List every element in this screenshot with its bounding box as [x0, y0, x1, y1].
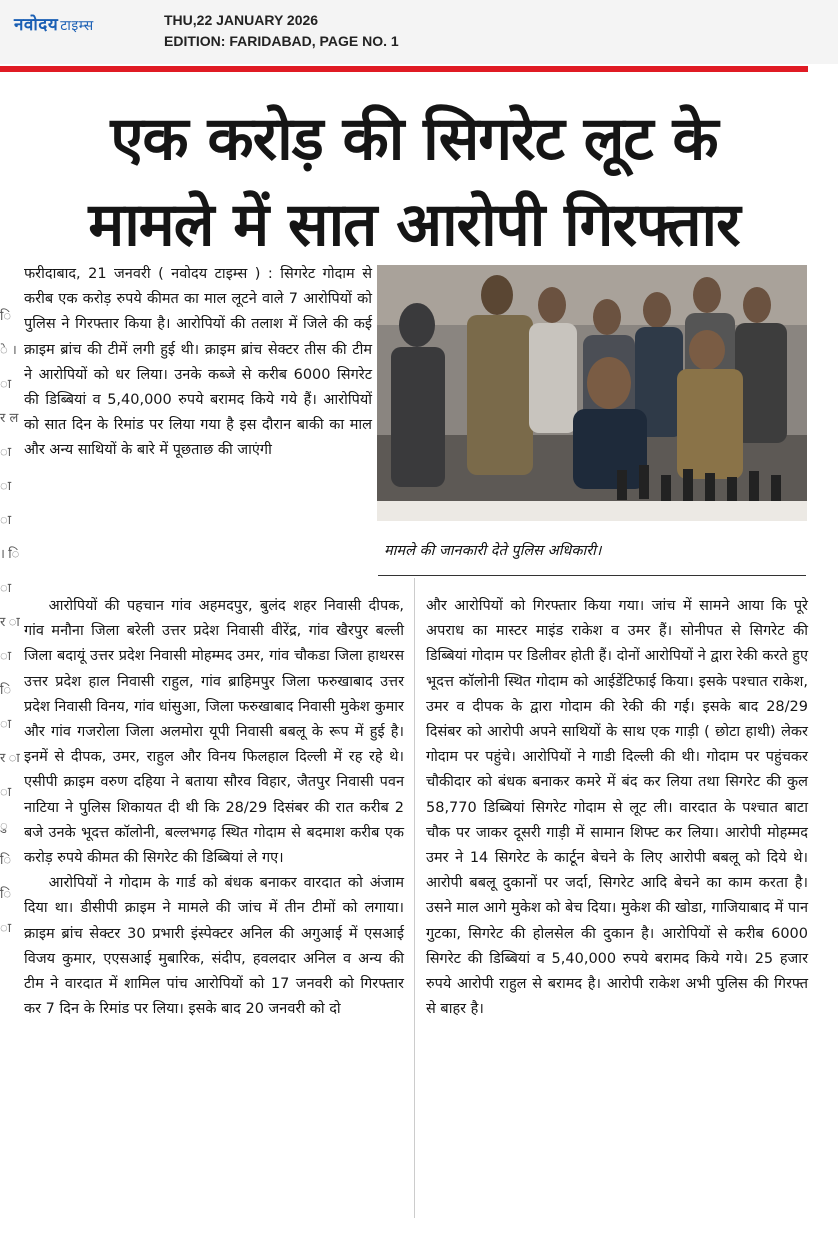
article-paragraph: आरोपियों की पहचान गांव अहमदपुर, बुलंद शहर निवासी दीपक, गांव मनौना जिला बरेली उत्तर प्रदेश निवासी वीरेंद्र, गांव खैरपुर बल्ली जिला बदायूं उत्तर प्रदेश निवासी मोहम्मद उमर, गांव चौकडा जिला हाथरस उत्तर प्रदेश हाल निवासी राहुल, गांव ब्राहिमपुर जिला फरुखाबाद उत्तर प्रदेश निवासी विनय, गांव धांसुआ, जिला फरुखाबाद निवासी मुकेश कुमार और गांव गजरोला जिला अलमोरा यूपी निवासी बबलू के रूप में हुई है। इनमें से दीपक, उमर, राहुल और विनय फिलहाल दिल्ली में रह रहे थे। एसीपी क्राइम वरुण दहिया ने बताया सौरव विहार, जैतपुर निवासी पवन नाटिया ने पुलिस शिकायत दी थी कि 28/29 दिसंबर की रात करीब 2 बजे उनके भूदत्त कॉलोनी, बल्लभगढ़ स्थित गोदाम से बदमाश करीब एक करोड़ रुपये कीमत की सिगरेट की डिब्बियां ले गए। — [24, 598, 404, 867]
article-column-3 — [426, 594, 808, 1022]
logo-text: नवोदय — [14, 15, 59, 35]
article-paragraph: और आरोपियों को गिरफ्तार किया गया। जांच में सामने आया कि पूरे अपराध का मास्टर माइंड राकेश व उमर हैं। सोनीपत से सिगरेट की डिब्बियां गोदाम पर डिलीवर होती हैं। दोनों आरोपियों ने द्वारा रेकी करते हुए भूदत्त कॉलोनी स्थित गोदाम को आईडेंटिफाई किया। इसके पश्चात राकेश, उमर व दीपक के द्वारा गोदाम की रेकी की गई। इसके बाद 28/29 दिसंबर को आरोपी अपने साथियों के साथ एक गाड़ी ( छोटा हाथी) लेकर गोदाम पर पहुंचे। आरोपियों ने गाडी दिल्ली की थी। गोदाम पर पहुंचकर चौकीदार को बंधक बनाकर कमरे में बंद कर लिया तथा सिगरेट की कुल 58,770 डिब्बियां सिगरेट गोदाम से लूट ली। वारदात के पश्चात बाटा चौक पर जाकर दूसरी गाड़ी में सामान शिफ्ट कर लिया। आरोपी मोहम्मद उमर ने 14 सिगरेट के कार्टून बेचने के लिए आरोपी बबलू को दिये थे। आरोपी बबलू दुकानों पर जर्दा, सिगरेट आदि बेचने का काम करता है। उसने माल आगे मुकेश को बेच दिया। मुकेश की खोडा, गाजियाबाद में पान गुटका, सिगरेट की होलसेल की दुकान है। आरोपियों से करीब 6000 सिगरेट की डिब्बियां व 5,40,000 रुपये बरामद किये गये। 25 हजार रुपये आरोपी राहुल से बरामद है। आरोपी राकेश अभी पुलिस की गिरफ्त से बाहर है। — [426, 598, 808, 1018]
article-paragraph: फरीदाबाद, 21 जनवरी ( नवोदय टाइम्स ) : सिगरेट गोदाम से करीब एक करोड़ रुपये कीमत का माल लूटने वाले 7 आरोपियों को पुलिस ने गिरफ्तार किया है। आरोपियों की तलाश में जिले की कई क्राइम ब्रांच की टीमें लगी हुई थी। क्राइम ब्रांच सेक्टर तीस की टीम ने आरोपियों को धर लिया। उनके कब्जे से करीब 6000 सिगरेट की डिब्बियां व 5,40,000 रुपये बरामद किये गये हैं। आरोपियों को सात दिन के रिमांड पर लिया गया है इस दौरान बाकी का माल और अन्य साथियों के बारे में पूछताछ की जाएंगी — [24, 266, 372, 459]
photo-caption: मामले की जानकारी देते पुलिस अधिकारी। — [384, 543, 602, 559]
red-divider — [0, 66, 808, 72]
news-photo — [377, 265, 807, 521]
logo-suffix: टाइम्स — [60, 18, 94, 34]
edition-info — [164, 10, 399, 52]
newspaper-logo[interactable] — [14, 12, 94, 35]
article-column-1 — [24, 262, 372, 464]
caption-divider — [378, 575, 806, 576]
headline — [10, 96, 818, 268]
left-margin-fragments: ि े । ा र ल ा ा ा । ि ा र ा ा ि ा र ा ा ु ि ि ा — [0, 309, 20, 936]
edition-page: EDITION: FARIDABAD, PAGE NO. 1 — [164, 33, 399, 49]
headline-line-2: मामले में सात आरोपी गिरफ्तार — [88, 190, 740, 260]
police-press-photo-icon — [377, 265, 807, 521]
article-column-2 — [24, 594, 404, 1022]
column-divider — [414, 578, 415, 1218]
article-paragraph: आरोपियों ने गोदाम के गार्ड को बंधक बनाकर वारदात को अंजाम दिया था। डीसीपी क्राइम ने मामले की जांच में तीन टीमों को लगाया। क्राइम ब्रांच सेक्टर 30 प्रभारी इंस्पेक्टर अनिल की अगुआई में एसआई विजय कुमार, एएसआई मुबारिक, संदीप, हवलदार अनिल व अन्य की टीम ने वारदात में शामिल पांच आरोपियों को 17 जनवरी को गिरफ्तार कर 7 दिन के रिमांड पर लिया। इसके बाद 20 जनवरी को दो — [24, 875, 404, 1018]
publication-date: THU,22 JANUARY 2026 — [164, 12, 319, 28]
headline-line-1: एक करोड़ की सिगरेट लूट के — [110, 104, 718, 174]
masthead-bar — [0, 0, 838, 64]
